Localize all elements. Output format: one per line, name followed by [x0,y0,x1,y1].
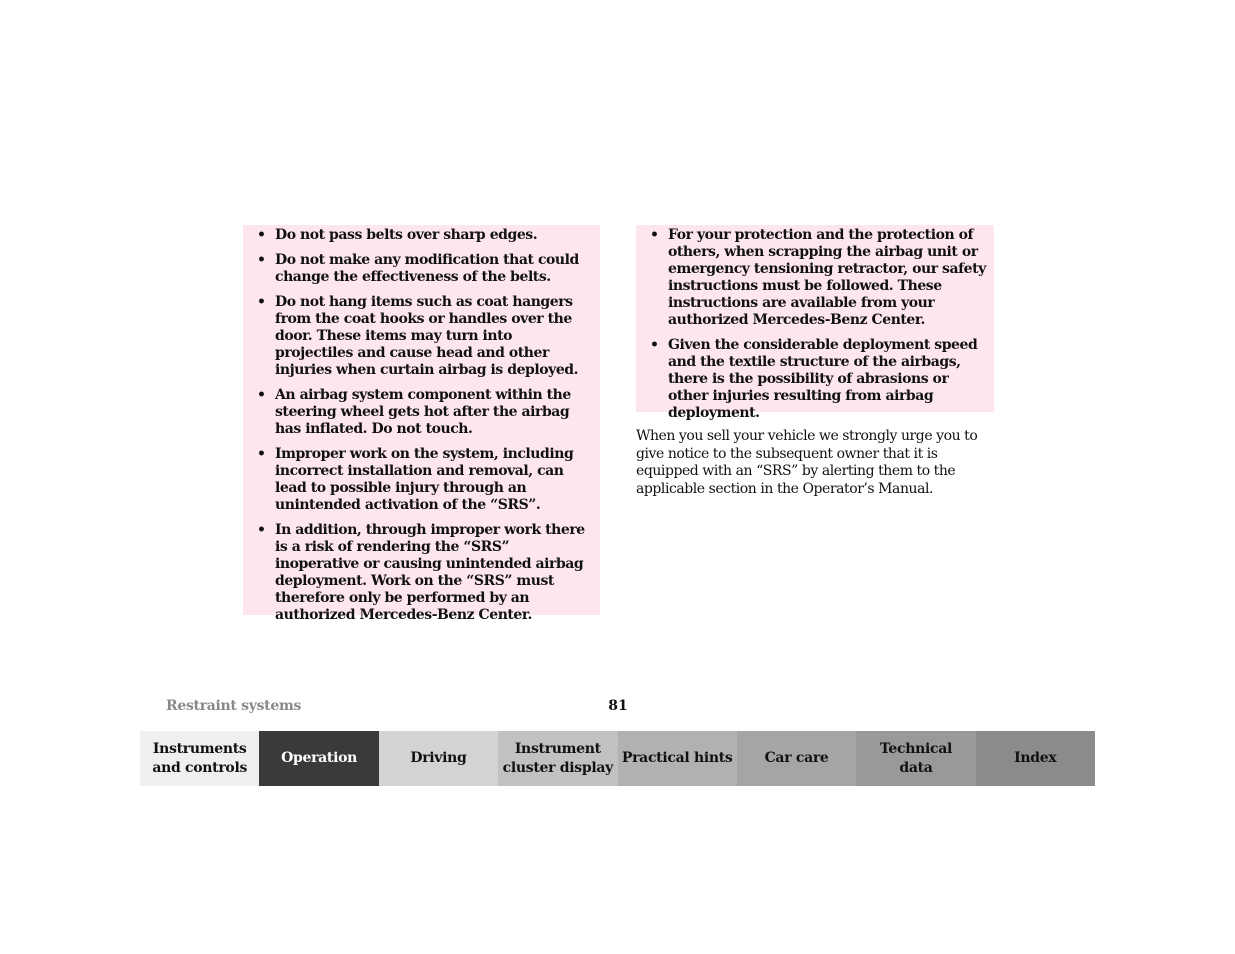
warning-list-left [255,227,594,624]
warning-item: • An airbag system component within the steering wheel gets hot after the airbag has inflated. Do not touch. [255,387,594,438]
warning-item: • Do not pass belts over sharp edges. [255,227,594,244]
warning-box-left [243,225,600,623]
warning-list-right [648,227,988,422]
warning-item: • In addition, through improper work there is a risk of rendering the “SRS” inoperative or causing unintended airbag deployment. Work on the “SRS” must therefore only be performed by an authorized Mercedes-Benz Center. [255,522,594,624]
chapter-nav-bar [140,731,1095,786]
nav-tab-instrument-cluster-display[interactable]: Instrument cluster display [498,731,617,786]
nav-tab-practical-hints[interactable]: Practical hints [618,731,737,786]
warning-item: • For your protection and the protection of others, when scrapping the airbag unit or emergency tensioning retractor, our safety instructions must be followed. These instructions are available from your authorized Mercedes-Benz Center. [648,227,988,329]
body-paragraph: When you sell your vehicle we strongly urge you to give notice to the subsequent owner that it is equipped with an “SRS” by alerting them to the applicable section in the Operator’s Manual. [636,428,978,497]
warning-item: • Improper work on the system, including incorrect installation and removal, can lead to possible injury through an unintended activation of the “SRS”. [255,446,594,514]
nav-tab-car-care[interactable]: Car care [737,731,856,786]
warning-item: • Given the considerable deployment speed and the textile structure of the airbags, there is the possibility of abrasions or other injuries resulting from airbag deployment. [648,337,988,422]
nav-tab-driving[interactable]: Driving [379,731,498,786]
warning-item: • Do not make any modification that could change the effectiveness of the belts. [255,252,594,286]
nav-tab-index[interactable]: Index [976,731,1095,786]
warning-item: • Do not hang items such as coat hangers from the coat hooks or handles over the door. These items may turn into projectiles and cause head and other injuries when curtain airbag is deployed. [255,294,594,379]
page-number: 81 [608,698,628,714]
nav-tab-operation[interactable]: Operation [259,731,378,786]
nav-tab-technical-data[interactable]: Technical data [856,731,975,786]
section-title: Restraint systems [166,698,302,714]
nav-tab-instruments-and-controls[interactable]: Instruments and controls [140,731,259,786]
warning-box-right [636,225,994,421]
